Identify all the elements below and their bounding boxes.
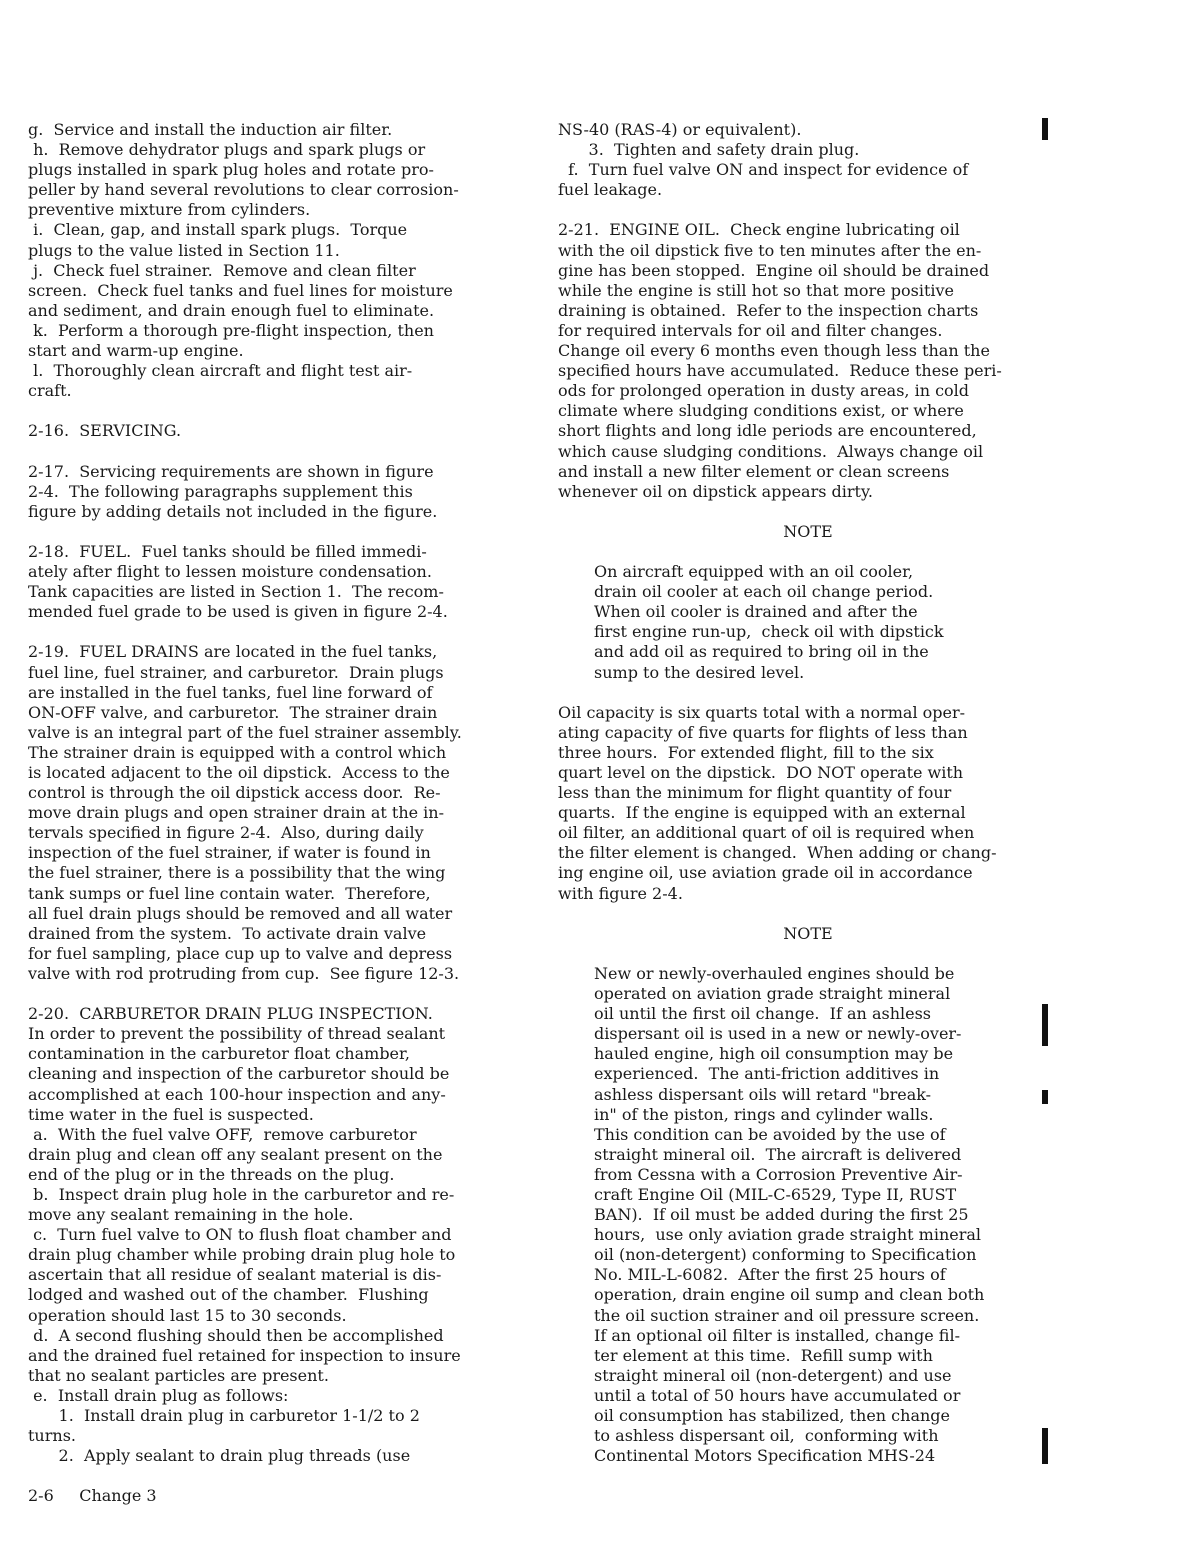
text-line: figure by adding details not included in the figure. [28, 501, 438, 521]
text-line: plugs installed in spark plug holes and rotate pro- [28, 160, 434, 180]
text-line: mended fuel grade to be used is given in figure 2-4. [28, 602, 448, 622]
text-line: peller by hand several revolutions to clear corrosion- [28, 180, 459, 200]
text-line: hauled engine, high oil consumption may be [594, 1044, 954, 1064]
text-line: ods for prolonged operation in dusty areas, in cold [558, 381, 970, 401]
text-line: Tank capacities are listed in Section 1. The recom- [28, 582, 444, 602]
text-line: cleaning and inspection of the carburetor should be [28, 1064, 450, 1084]
oil-capacity-text [558, 703, 1058, 904]
text-line: three hours. For extended flight, fill to the six [558, 742, 934, 762]
text-line: operation should last 15 to 30 seconds. [28, 1305, 347, 1325]
text-line: until a total of 50 hours have accumulated or [594, 1385, 961, 1405]
text-line: preventive mixture from cylinders. [28, 200, 311, 220]
text-line: In order to prevent the possibility of thread sealant [28, 1024, 446, 1044]
text-line: climate where sludging conditions exist, or where [558, 401, 964, 421]
text-line: drain plug and clean off any sealant present on the [28, 1144, 443, 1164]
text-line: time water in the fuel is suspected. [28, 1104, 314, 1124]
text-line: operation, drain engine oil sump and clean both [594, 1285, 985, 1305]
text-line: oil consumption has stabilized, then change [594, 1406, 950, 1425]
text-line: l. Thoroughly clean aircraft and flight test air- [28, 361, 413, 381]
text-line: the fuel strainer, there is a possibility that the wing [28, 863, 446, 883]
text-line: 3. Tighten and safety drain plug. [558, 140, 860, 160]
text-line: which cause sludging conditions. Always change oil [558, 441, 984, 461]
text-line: tervals specified in figure 2-4. Also, during daily [28, 823, 424, 843]
text-line: drain plug chamber while probing drain plug hole to [28, 1245, 456, 1265]
text-line: all fuel drain plugs should be removed and all water [28, 903, 453, 923]
text-line: accomplished at each 100-hour inspection and any- [28, 1084, 446, 1104]
text-line: ating capacity of five quarts for flights of less than [558, 722, 968, 742]
text-line: Continental Motors Specification MHS-24 [594, 1446, 936, 1466]
text-line: drained from the system. To activate drain valve [28, 923, 427, 943]
text-line: hours, use only aviation grade straight mineral [594, 1225, 982, 1245]
change-bar [1042, 1004, 1048, 1046]
text-line: ON-OFF valve, and carburetor. The strainer drain [28, 702, 438, 722]
change-bar [1042, 118, 1048, 140]
text-line: while the engine is still hot so that more positive [558, 280, 954, 300]
text-line: is located adjacent to the oil dipstick. Access to the [28, 763, 450, 782]
text-line: draining is obtained. Refer to the inspection charts [558, 300, 979, 320]
text-line: quart level on the dipstick. DO NOT operate with [558, 763, 964, 782]
text-line [28, 442, 528, 462]
text-line: Oil capacity is six quarts total with a normal oper- [558, 702, 966, 722]
text-line [28, 984, 528, 1004]
text-line: for required intervals for oil and filter changes. [558, 320, 943, 340]
text-line: inspection of the fuel strainer, if water is found in [28, 843, 431, 863]
text-line: in" of the piston, rings and cylinder walls. [594, 1104, 934, 1124]
text-line: 1. Install drain plug in carburetor 1-1/2 to 2 [28, 1406, 420, 1425]
text-line [28, 622, 528, 642]
text-line: e. Install drain plug as follows: [28, 1385, 289, 1405]
left-column [28, 120, 528, 1466]
page-footer [28, 1486, 157, 1505]
text-line: and add oil as required to bring oil in the [594, 642, 929, 662]
text-line: plugs to the value listed in Section 11. [28, 240, 340, 260]
text-line: move any sealant remaining in the hole. [28, 1205, 354, 1225]
text-line: h. Remove dehydrator plugs and spark plugs or [28, 140, 426, 160]
text-line: operated on aviation grade straight mineral [594, 984, 951, 1004]
text-line: lodged and washed out of the chamber. Flushing [28, 1285, 429, 1305]
text-line: dispersant oil is used in a new or newly-over- [594, 1024, 962, 1044]
text-line: 2. Apply sealant to drain plug threads (use [28, 1446, 411, 1466]
text-line: New or newly-overhauled engines should be [594, 963, 955, 983]
text-line: d. A second flushing should then be accomplished [28, 1325, 444, 1345]
text-line: 2-20. CARBURETOR DRAIN PLUG INSPECTION. [28, 1004, 433, 1024]
text-line: ascertain that all residue of sealant material is dis- [28, 1265, 442, 1285]
text-line: 2-17. Servicing requirements are shown in figure [28, 461, 434, 481]
text-line: short flights and long idle periods are encountered, [558, 421, 977, 441]
text-line: g. Service and install the induction air filter. [28, 120, 393, 139]
note-2-body [558, 964, 1058, 1466]
text-line: j. Check fuel strainer. Remove and clean filter [28, 260, 416, 280]
text-line: 2-21. ENGINE OIL. Check engine lubricating oil [558, 220, 960, 240]
text-line: to ashless dispersant oil, conforming with [594, 1426, 939, 1446]
note-1-title: NOTE [783, 521, 833, 541]
text-line: ter element at this time. Refill sump with [594, 1345, 933, 1365]
text-line: valve with rod protruding from cup. See figure 12-3. [28, 963, 460, 983]
text-line: craft. [28, 381, 72, 401]
text-line: tank sumps or fuel line contain water. Therefore, [28, 883, 431, 903]
text-line: and the drained fuel retained for inspection to insure [28, 1345, 461, 1365]
text-line: fuel line, fuel strainer, and carburetor. Drain plugs [28, 662, 444, 682]
text-line: screen. Check fuel tanks and fuel lines for moisture [28, 280, 453, 300]
text-line: a. With the fuel valve OFF, remove carburetor [28, 1124, 417, 1144]
text-line: and sediment, and drain enough fuel to eliminate. [28, 300, 435, 320]
text-line: with figure 2-4. [558, 883, 683, 903]
text-line: drain oil cooler at each oil change period. [594, 582, 934, 602]
text-line: start and warm-up engine. [28, 341, 244, 361]
right-top-text [558, 120, 1058, 502]
text-line: with the oil dipstick five to ten minutes after the en- [558, 240, 982, 260]
text-line: ashless dispersant oils will retard "break- [594, 1084, 932, 1104]
text-line: On aircraft equipped with an oil cooler, [594, 562, 914, 582]
text-line: b. Inspect drain plug hole in the carburetor and re- [28, 1184, 455, 1204]
text-line: straight mineral oil (non-detergent) and use [594, 1365, 952, 1385]
text-line: whenever oil on dipstick appears dirty. [558, 481, 873, 501]
note-2-title: NOTE [783, 923, 833, 943]
text-line: This condition can be avoided by the use of [594, 1124, 946, 1144]
text-line: 2-16. SERVICING. [28, 421, 182, 441]
text-line: straight mineral oil. The aircraft is delivered [594, 1144, 962, 1164]
text-line: BAN). If oil must be added during the first 25 [594, 1205, 969, 1225]
note-1-body [558, 562, 1058, 683]
text-line: from Cessna with a Corrosion Preventive Air- [594, 1164, 963, 1184]
text-line: control is through the oil dipstick access door. Re- [28, 783, 441, 803]
change-label: Change 3 [79, 1486, 157, 1505]
text-line: end of the plug or in the threads on the plug. [28, 1164, 395, 1184]
text-line: 2-18. FUEL. Fuel tanks should be filled immedi- [28, 541, 427, 561]
text-line: experienced. The anti-friction additives in [594, 1064, 940, 1084]
page-number: 2-6 [28, 1486, 54, 1505]
text-line: gine has been stopped. Engine oil should be drained [558, 260, 990, 280]
text-line: and install a new filter element or clean screens [558, 461, 950, 481]
text-line: NS-40 (RAS-4) or equivalent). [558, 120, 802, 139]
text-line [558, 200, 1058, 220]
text-line: No. MIL-L-6082. After the first 25 hours of [594, 1265, 946, 1285]
text-line: the oil suction strainer and oil pressure screen. [594, 1305, 980, 1325]
change-bar [1042, 1090, 1048, 1104]
text-line: oil (non-detergent) conforming to Specification [594, 1245, 977, 1265]
text-line: are installed in the fuel tanks, fuel line forward of [28, 682, 433, 702]
text-line: specified hours have accumulated. Reduce these peri- [558, 361, 1002, 381]
text-line [28, 522, 528, 542]
text-line: ately after flight to lessen moisture condensation. [28, 562, 432, 582]
text-line: less than the minimum for flight quantity of four [558, 783, 952, 803]
text-line: oil until the first oil change. If an ashless [594, 1004, 931, 1024]
text-line: i. Clean, gap, and install spark plugs. Torque [28, 220, 408, 240]
text-line: first engine run-up, check oil with dipstick [594, 622, 944, 642]
text-line: valve is an integral part of the fuel strainer assembly. [28, 722, 462, 742]
text-line: move drain plugs and open strainer drain at the in- [28, 803, 445, 823]
text-line: ing engine oil, use aviation grade oil in accordance [558, 863, 973, 883]
text-line: 2-4. The following paragraphs supplement this [28, 481, 413, 501]
text-line: that no sealant particles are present. [28, 1365, 329, 1385]
text-line: The strainer drain is equipped with a control which [28, 742, 447, 762]
text-line [28, 401, 528, 421]
text-line: fuel leakage. [558, 180, 663, 200]
text-line: If an optional oil filter is installed, change fil- [594, 1325, 960, 1345]
text-line: 2-19. FUEL DRAINS are located in the fuel tanks, [28, 642, 438, 662]
text-line: contamination in the carburetor float chamber, [28, 1044, 410, 1064]
text-line: f. Turn fuel valve ON and inspect for evidence of [558, 160, 969, 180]
text-line: the filter element is changed. When adding or chang- [558, 843, 997, 863]
text-line: for fuel sampling, place cup up to valve and depress [28, 943, 453, 963]
right-column [558, 120, 1058, 1466]
text-line: sump to the desired level. [594, 662, 805, 682]
text-line: When oil cooler is drained and after the [594, 602, 918, 622]
text-line: turns. [28, 1426, 76, 1446]
text-line: k. Perform a thorough pre-flight inspection, then [28, 320, 434, 340]
text-line: quarts. If the engine is equipped with an external [558, 803, 966, 823]
text-line: oil filter, an additional quart of oil is required when [558, 823, 975, 843]
change-bar [1042, 1428, 1048, 1464]
text-line: c. Turn fuel valve to ON to flush float chamber and [28, 1225, 452, 1245]
text-line: craft Engine Oil (MIL-C-6529, Type II, RUST [594, 1184, 957, 1204]
text-line: Change oil every 6 months even though less than the [558, 341, 990, 361]
